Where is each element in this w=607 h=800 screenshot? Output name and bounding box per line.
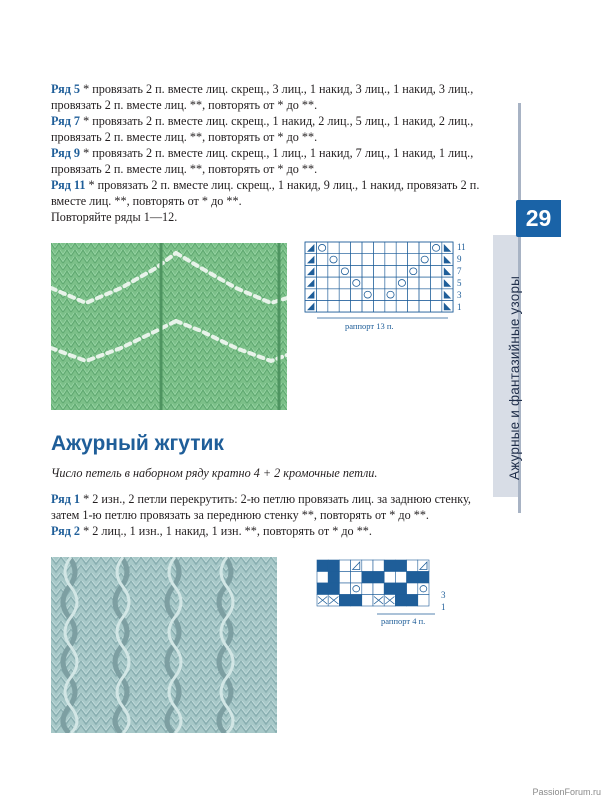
- chart-cell: [373, 301, 384, 313]
- chart-cell: [408, 301, 419, 313]
- chart-cell: [351, 301, 362, 313]
- chart-cell: [385, 242, 396, 254]
- chart-cell: [339, 583, 350, 595]
- chart-cell: [316, 289, 327, 301]
- yarn-over-symbol: [398, 280, 405, 287]
- chart-cell: [408, 254, 419, 266]
- chart-cell: [328, 265, 339, 277]
- yarn-over-symbol: [353, 280, 360, 287]
- chart1-row-number: 11: [457, 242, 466, 252]
- chart2-repeat-label: раппорт 4 п.: [381, 616, 426, 626]
- row-text: * 2 лиц., 1 изн., 1 накид, 1 изн. **, повторять от * до **.: [80, 524, 372, 538]
- decrease-symbol: [307, 267, 314, 275]
- chart-cell: [419, 242, 430, 254]
- decrease-symbol: [307, 279, 314, 287]
- chart-cell: [407, 560, 418, 572]
- yarn-over-symbol: [387, 291, 394, 298]
- chart-cell: [328, 301, 339, 313]
- chart-cell: [418, 583, 429, 595]
- chart-cell: [384, 560, 395, 572]
- chart-cell: [395, 560, 406, 572]
- chart-cell: [373, 289, 384, 301]
- chart-cell: [316, 265, 327, 277]
- chart-cell: [408, 277, 419, 289]
- chart-cell: [316, 277, 327, 289]
- green-lace-photo: [51, 243, 287, 410]
- chart-cell: [373, 242, 384, 254]
- chart-cell: [317, 583, 328, 595]
- row-label: Ряд 1: [51, 492, 81, 506]
- chart-cell: [339, 277, 350, 289]
- pattern2-row: [51, 523, 481, 539]
- page-number: 29: [516, 200, 561, 237]
- chart-cell: [362, 560, 373, 572]
- chart-cell: [351, 583, 362, 595]
- pattern1-row: [51, 81, 481, 113]
- yarn-over-symbol: [410, 268, 417, 275]
- chart-cell: [328, 277, 339, 289]
- decrease-symbol: [307, 303, 314, 311]
- chart-cell: [339, 242, 350, 254]
- chart2-row-number: 3: [441, 590, 446, 600]
- chart-cell: [419, 277, 430, 289]
- chart-cell: [442, 289, 453, 301]
- chart-cell: [373, 572, 384, 584]
- pattern2-row: [51, 491, 481, 523]
- chart1-repeat-label: раппорт 13 п.: [345, 321, 394, 331]
- row-text: * провязать 2 п. вместе лиц. скрещ., 1 накид, 9 лиц., 1 накид, провязать 2 п. вместе лиц. **, повторять от * до **.: [51, 178, 480, 208]
- chart-cell: [317, 572, 328, 584]
- chart-cell: [351, 242, 362, 254]
- chart1-row-number: 5: [457, 278, 462, 288]
- chart-cell: [385, 277, 396, 289]
- chart-cell: [328, 289, 339, 301]
- chart-cell: [351, 265, 362, 277]
- chart-cell: [339, 595, 350, 607]
- chart-cell: [396, 289, 407, 301]
- chart-cell: [339, 301, 350, 313]
- yarn-over-symbol: [319, 244, 326, 251]
- chart-cell: [317, 560, 328, 572]
- decrease-symbol: [444, 279, 451, 287]
- chart-cell: [373, 265, 384, 277]
- chart-cell: [362, 265, 373, 277]
- row-label: Ряд 2: [51, 524, 81, 538]
- chart-cell: [362, 595, 373, 607]
- pattern2-title: Ажурный жгутик: [51, 432, 224, 455]
- watermark: PassionForum.ru: [532, 787, 601, 797]
- chart-cell: [384, 572, 395, 584]
- pattern2-chart: [315, 558, 455, 635]
- chart-cell: [316, 254, 327, 266]
- pattern2-stitch-grid: [315, 558, 455, 630]
- chart-cell: [362, 301, 373, 313]
- chart2-row-number: 1: [441, 602, 446, 612]
- chart-cell: [362, 254, 373, 266]
- chart-cell: [328, 572, 339, 584]
- row-text: * провязать 2 п. вместе лиц. скрещ., 3 лиц., 1 накид, 3 лиц., 1 накид, 3 лиц., провязать 2 п. вместе лиц. **, повторять от * до **.: [51, 82, 474, 112]
- chart-cell: [430, 265, 441, 277]
- chart-cell: [385, 254, 396, 266]
- chart-cell: [373, 560, 384, 572]
- chart-cell: [328, 583, 339, 595]
- row-label: Ряд 9: [51, 146, 81, 160]
- yarn-over-symbol: [341, 268, 348, 275]
- pattern2-stitch-count: Число петель в наборном ряду кратно 4 + 2 кромочные петли.: [51, 466, 378, 480]
- row-text: * 2 изн., 2 петли перекрутить: 2-ю петлю провязать лиц. за заднюю стенку, затем 1-ю петлю провязать за переднюю стенку **, повторять от * до **.: [51, 492, 471, 522]
- row-label: Ряд 7: [51, 114, 81, 128]
- chart1-row-number: 9: [457, 254, 462, 264]
- decrease-symbol: [307, 244, 314, 252]
- chart-cell: [351, 289, 362, 301]
- chart-cell: [396, 254, 407, 266]
- chart-cell: [339, 560, 350, 572]
- chart-cell: [395, 572, 406, 584]
- chart-cell: [408, 242, 419, 254]
- chart1-row-number: 1: [457, 302, 462, 312]
- blue-cable-photo: [51, 557, 277, 733]
- chart-cell: [362, 572, 373, 584]
- chart-cell: [339, 254, 350, 266]
- chart-cell: [419, 265, 430, 277]
- chart-cell: [419, 289, 430, 301]
- chapter-side-title: Ажурные и фантазийные узоры: [507, 275, 522, 480]
- chart-cell: [430, 289, 441, 301]
- decrease-symbol: [444, 267, 451, 275]
- blue-cable-knit-image: [51, 557, 277, 733]
- pattern1-instructions: [51, 81, 481, 225]
- chart-cell: [384, 583, 395, 595]
- chart-cell: [418, 572, 429, 584]
- row-label: Ряд 11: [51, 178, 86, 192]
- chart-cell: [419, 301, 430, 313]
- pattern1-row: [51, 145, 481, 177]
- yarn-over-symbol: [433, 244, 440, 251]
- chart-cell: [362, 277, 373, 289]
- pattern1-row: [51, 177, 481, 209]
- decrease-symbol: [444, 244, 451, 252]
- chart-cell: [385, 265, 396, 277]
- chart-cell: [407, 583, 418, 595]
- chart-cell: [373, 583, 384, 595]
- pattern1-stitch-grid: [300, 240, 480, 335]
- decrease-symbol: [444, 303, 451, 311]
- chart-cell: [373, 254, 384, 266]
- pattern2-instructions: [51, 491, 481, 539]
- chart-cell: [351, 572, 362, 584]
- chart-cell: [339, 289, 350, 301]
- pattern1-chart: [300, 240, 480, 340]
- row-text: * провязать 2 п. вместе лиц. скрещ., 1 лиц., 1 накид, 7 лиц., 1 накид, 1 лиц., провязать 2 п. вместе лиц. **, повторять от * до **.: [51, 146, 474, 176]
- chart-cell: [408, 289, 419, 301]
- decrease-symbol: [444, 256, 451, 264]
- chart-cell: [385, 301, 396, 313]
- chart-cell: [373, 277, 384, 289]
- chart-cell: [351, 254, 362, 266]
- pattern1-repeat-note: Повторяйте ряды 1—12.: [51, 210, 178, 224]
- chart-cell: [407, 595, 418, 607]
- yarn-over-symbol: [364, 291, 371, 298]
- decrease-symbol: [444, 291, 451, 299]
- chart1-row-number: 7: [457, 266, 462, 276]
- chart-cell: [362, 583, 373, 595]
- chart-cell: [430, 277, 441, 289]
- chart-cell: [442, 254, 453, 266]
- green-lace-knit-image: [51, 243, 287, 410]
- chart-cell: [430, 254, 441, 266]
- chart-cell: [362, 242, 373, 254]
- chart-cell: [396, 301, 407, 313]
- chart-cell: [396, 242, 407, 254]
- chart-cell: [430, 301, 441, 313]
- yarn-over-symbol: [421, 256, 428, 263]
- chart1-row-number: 3: [457, 290, 462, 300]
- row-text: * провязать 2 п. вместе лиц. скрещ., 1 накид, 2 лиц., 5 лиц., 1 накид, 2 лиц., провязать 2 п. вместе лиц. **, повторять от * до **.: [51, 114, 474, 144]
- chart-cell: [328, 560, 339, 572]
- chart-cell: [395, 583, 406, 595]
- chart-cell: [395, 595, 406, 607]
- chart-cell: [316, 301, 327, 313]
- row-label: Ряд 5: [51, 82, 81, 96]
- chart-cell: [328, 242, 339, 254]
- yarn-over-symbol: [330, 256, 337, 263]
- decrease-symbol: [307, 256, 314, 264]
- decrease-symbol: [307, 291, 314, 299]
- chart-cell: [407, 572, 418, 584]
- chart-cell: [418, 595, 429, 607]
- chart-cell: [339, 572, 350, 584]
- chart-cell: [351, 595, 362, 607]
- pattern1-row: [51, 113, 481, 145]
- chart-cell: [396, 265, 407, 277]
